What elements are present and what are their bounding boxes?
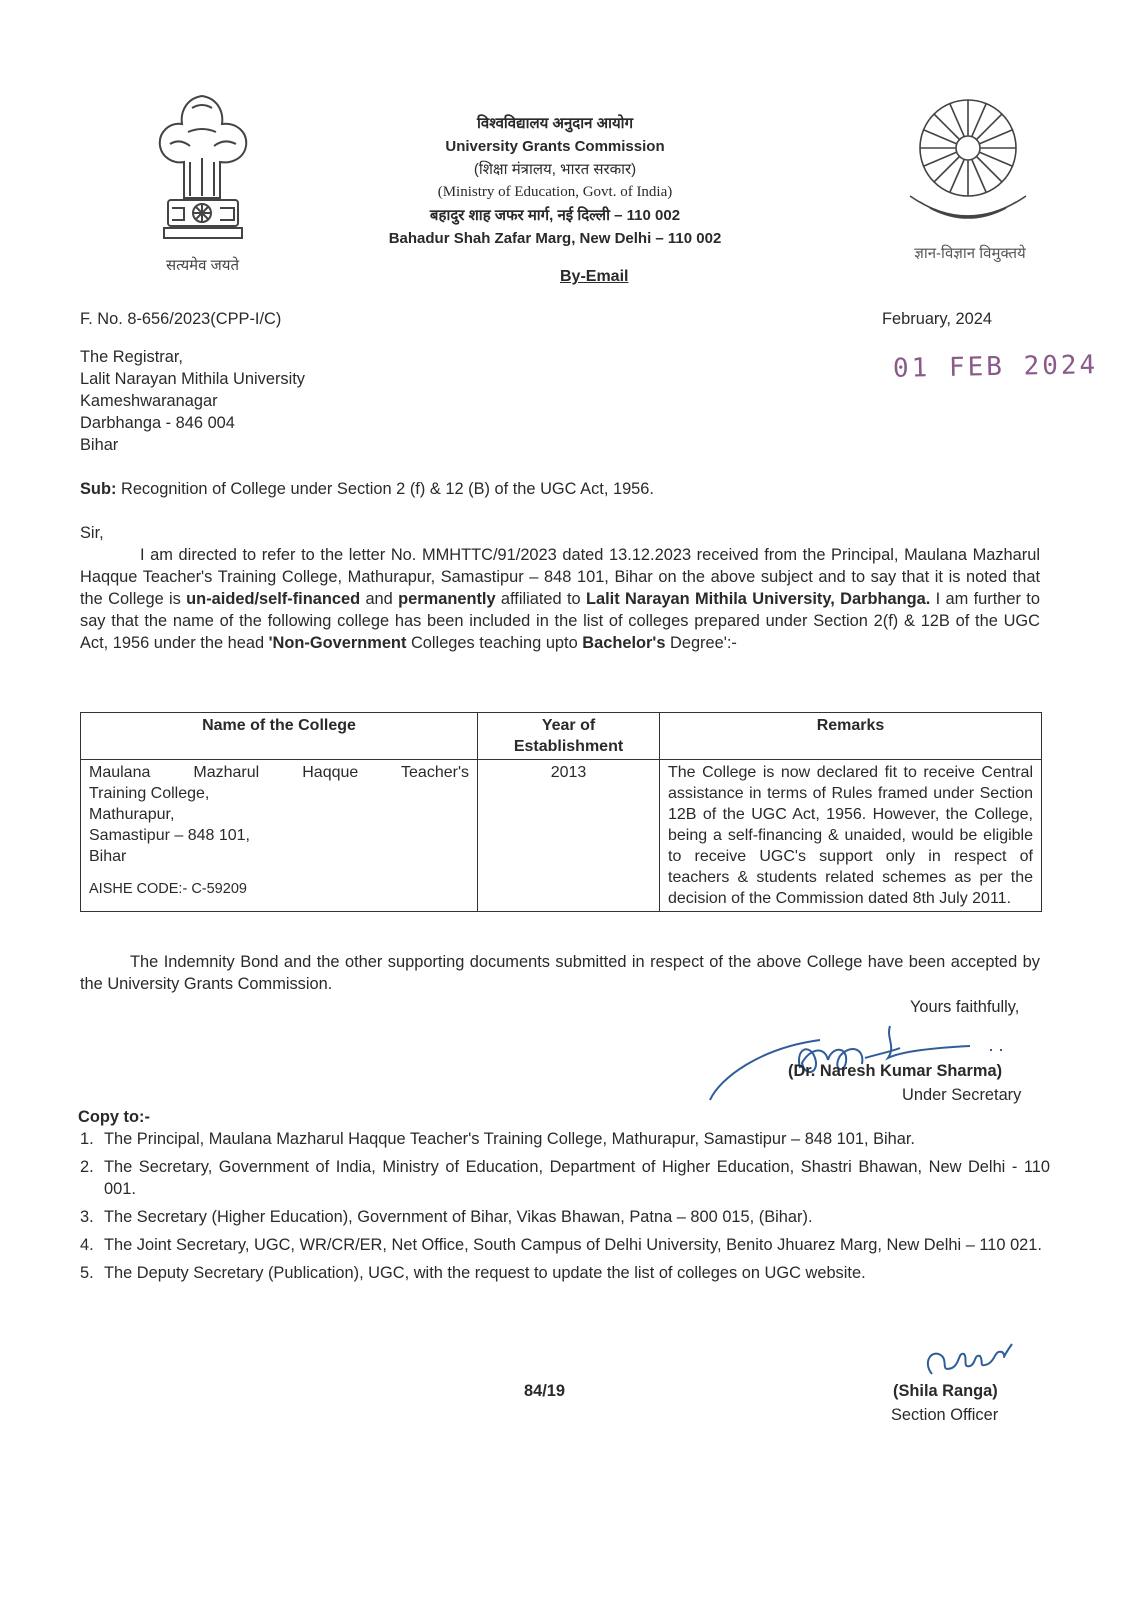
addressee-block (80, 346, 305, 456)
file-number: F. No. 8-656/2023(CPP-I/C) (80, 310, 282, 328)
list-number: 2. (80, 1158, 94, 1176)
signature-shila (912, 1334, 1022, 1384)
list-number: 5. (80, 1264, 94, 1282)
subject-label: Sub: (80, 480, 117, 498)
college-line: Bihar (89, 848, 127, 865)
hindi-ministry: (शिक्षा मंत्रालय, भारत सरकार) (473, 161, 637, 178)
body-bold: un-aided/self-financed (186, 590, 361, 608)
cell-year: 2013 (478, 760, 660, 912)
copy-list (80, 1128, 1050, 1290)
letterhead (340, 112, 770, 250)
list-text: The Deputy Secretary (Publication), UGC, with the request to update the list of colleges on UGC website. (104, 1264, 866, 1282)
list-text: The Joint Secretary, UGC, WR/CR/ER, Net Office, South Campus of Delhi University, Benito Jhuarez Marg, New Delhi – 110 021. (104, 1236, 1042, 1254)
hindi-address: बहादुर शाह जफर मार्ग, नई दिल्ली – 110 002 (429, 207, 681, 224)
subject-text: Recognition of College under Section 2 (f) & 12 (B) of the UGC Act, 1956. (120, 480, 654, 498)
header-college-name: Name of the College (81, 713, 478, 760)
body-text: I am further to say that the name of the following college has been included in the list of colleges prepared under Section 2(f) & 12B of the UGC Act, 1956 under the head (80, 590, 1040, 652)
header-remarks: Remarks (660, 713, 1042, 760)
body-text: Colleges teaching upto (406, 634, 583, 652)
list-text: The Secretary (Higher Education), Government of Bihar, Vikas Bhawan, Patna – 800 015, (Bihar). (104, 1208, 813, 1226)
body-bold: Bachelor's (582, 634, 666, 652)
letter-date: February, 2024 (882, 310, 992, 328)
addressee-line: The Registrar, (80, 348, 183, 366)
body-bold: permanently (398, 590, 496, 608)
list-item (80, 1234, 1050, 1256)
list-number: 3. (80, 1208, 94, 1226)
ashoka-lions-icon (140, 88, 265, 248)
addressee-line: Bihar (80, 436, 119, 454)
list-item (80, 1156, 1050, 1200)
cell-college-name (81, 760, 478, 912)
college-line: Samastipur – 848 101, (89, 827, 250, 844)
college-line: Mathurapur, (89, 806, 175, 823)
college-line: Training College, (89, 785, 210, 802)
cell-remarks: The College is now declared fit to receive Central assistance in terms of Rules framed under Section 12B of the UGC Act, 1956. However, the College, being a self-financing & unaided, would be eligible to receive UGC's support only in respect of teachers & students related schemes as per the decision of the Commission dated 8th July 2011. (660, 760, 1042, 912)
list-item (80, 1206, 1050, 1228)
salutation: Sir, (80, 524, 104, 542)
date-stamp: 01 FEB 2024 (892, 350, 1099, 384)
english-address: Bahadur Shah Zafar Marg, New Delhi – 110 002 (388, 230, 722, 247)
english-org-name: University Grants Commission (445, 138, 665, 155)
list-text: The Secretary, Government of India, Ministry of Education, Department of Higher Education, Shastri Bhawan, New Delhi - 110 001. (104, 1158, 1050, 1198)
list-number: 1. (80, 1130, 94, 1148)
body-bold: 'Non-Government (268, 634, 407, 652)
page-code: 84/19 (524, 1382, 566, 1400)
officer-title: Section Officer (891, 1406, 999, 1424)
hindi-org-name: विश्वविद्यालय अनुदान आयोग (476, 115, 634, 132)
body-text: Degree':- (665, 634, 737, 652)
list-text: The Principal, Maulana Mazharul Haqque Teacher's Training College, Mathurapur, Samastipur – 848 101, Bihar. (104, 1130, 915, 1148)
table-header-row (81, 713, 1042, 760)
body-bold: Lalit Narayan Mithila University, Darbhanga. (585, 590, 931, 608)
english-ministry: (Ministry of Education, Govt. of India) (437, 184, 673, 200)
officer-name: (Shila Ranga) (893, 1382, 998, 1400)
ugc-motto: ज्ञान-विज्ञान विमुक्तये (914, 245, 1026, 262)
list-number: 4. (80, 1236, 94, 1254)
header-year: Year of Establishment (478, 713, 660, 760)
ugc-logo (900, 86, 1040, 266)
national-emblem (140, 88, 265, 274)
emblem-motto: सत्यमेव जयते (165, 257, 240, 274)
signatory-name: (Dr. Naresh Kumar Sharma) (788, 1062, 1003, 1080)
college-table (80, 712, 1042, 912)
copy-heading: Copy to:- (78, 1108, 150, 1126)
body-paragraph-1 (80, 544, 1040, 654)
aishe-code: AISHE CODE:- C-59209 (89, 881, 247, 897)
subject-line (80, 478, 654, 500)
list-item (80, 1262, 1050, 1284)
body-text: affiliated to (495, 590, 586, 608)
body-text: I am directed to refer to the letter No. MMHTTC/91/2023 dated 13.12.2023 received from the Principal, Maulana Mazharul Haqque Teacher's Training College, Mathurapur, Samastipur – 848 101, Bihar on the above subject and to say that it is noted that the College is (80, 546, 1040, 608)
addressee-line: Lalit Narayan Mithila University (80, 370, 305, 388)
signatory-title: Under Secretary (902, 1086, 1022, 1104)
list-item (80, 1128, 1050, 1150)
table-row (81, 760, 1042, 912)
ugc-wheel-icon (900, 86, 1040, 236)
body-text: and (360, 590, 399, 608)
closing: Yours faithfully, (910, 998, 1020, 1016)
body-paragraph-2: The Indemnity Bond and the other supporting documents submitted in respect of the above College have been accepted by the University Grants Commission. (80, 953, 1040, 993)
college-line: Maulana Mazharul Haqque Teacher's (89, 764, 469, 781)
addressee-line: Kameshwaranagar (80, 392, 218, 410)
by-email-label: By-Email (560, 268, 629, 285)
addressee-line: Darbhanga - 846 004 (80, 414, 235, 432)
